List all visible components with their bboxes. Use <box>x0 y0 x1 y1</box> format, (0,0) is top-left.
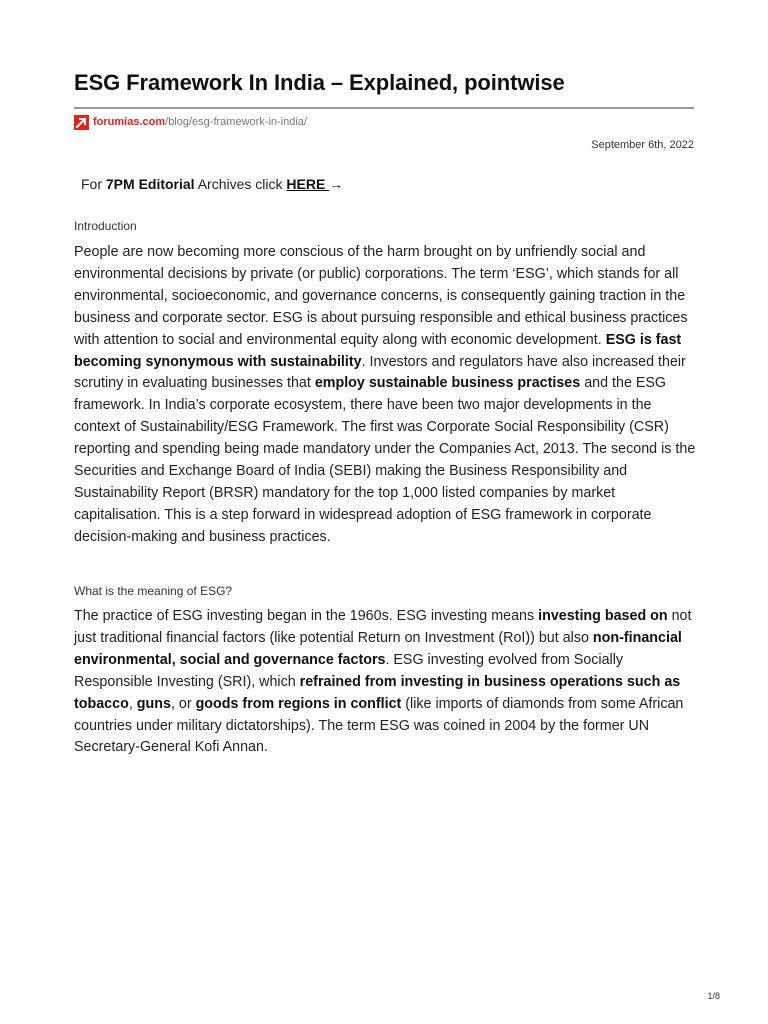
meaning-heading: What is the meaning of ESG? <box>74 584 233 598</box>
arrow-right-icon[interactable]: → <box>329 176 344 192</box>
bold-text-run: investing based on <box>538 608 668 624</box>
archive-bold-label: 7PM Editorial <box>105 176 195 192</box>
text-run: The practice of ESG investing began in the 1960s. ESG investing means <box>74 608 539 624</box>
archive-here-link[interactable]: HERE <box>286 176 330 192</box>
intro-heading: Introduction <box>74 219 137 233</box>
text-run: , <box>128 695 137 712</box>
bold-text-run: goods from regions in conflict <box>195 695 402 712</box>
text-run: , or <box>170 695 196 712</box>
source-path[interactable]: /blog/esg-framework-in-india/ <box>165 116 307 128</box>
archive-prefix: For <box>81 176 106 192</box>
article-title: ESG Framework In India – Explained, pointwise <box>74 70 565 95</box>
text-run: and the ESG framework. In India’s corporate ecosystem, there have been two major developments in the context of Sustainability/ESG Framework. The first was Corporate Social Responsibility (CSR) reporting and spending being made mandatory under the Companies Act, 2013. The second is the Securities and Exchange Board of India (SEBI) making the Business Responsibility and Sustainability Report (BRSR) mandatory for the top 1,000 listed companies by market capitalisation. This is a step forward in widespread adoption of ESG framework in corporate decision-making and business practices. <box>74 375 696 545</box>
title-divider <box>74 107 694 109</box>
bold-text-run: non-financial environmental, social and governance factors <box>74 629 682 668</box>
text-run: not just traditional financial factors (like potential Return on Investment (RoI)) but also <box>74 608 692 646</box>
source-domain[interactable]: forumias.com <box>93 116 166 128</box>
source-line[interactable] <box>74 114 307 130</box>
bold-text-run: employ sustainable business practises <box>314 375 581 392</box>
intro-paragraph <box>74 242 696 549</box>
text-run: . ESG investing evolved from Socially Responsible Investing (SRI), which <box>74 651 624 690</box>
page-number: 1/8 <box>707 991 720 1001</box>
forumias-logo-icon <box>74 115 89 130</box>
bold-text-run: guns <box>136 695 171 712</box>
bold-text-run: ESG is fast becoming synonymous with sustainability <box>74 331 682 370</box>
text-run: People are now becoming more conscious of the harm brought on by unfriendly social and environmental decisions by private (or public) corporations. The term ‘ESG’, which stands for all environmental, socioeconomic, and governance concerns, is consequently gaining traction in the business and corporate sector. ESG is about pursuing responsible and ethical business practices with attention to social and environmental equity along with economic development. <box>74 244 688 348</box>
text-run: (like imports of diamonds from some African countries under military dictatorships). The term ESG was coined in 2004 by the former UN Secretary-General Kofi Annan. <box>74 695 684 756</box>
archive-middle: Archives click <box>194 176 287 192</box>
archive-line <box>81 176 343 192</box>
text-run: . Investors and regulators have also increased their scrutiny in evaluating businesses that <box>74 353 686 392</box>
publish-date: September 6th, 2022 <box>591 139 694 151</box>
bold-text-run: refrained from investing in business operations such as tobacco <box>74 673 681 712</box>
meaning-paragraph <box>74 606 696 759</box>
